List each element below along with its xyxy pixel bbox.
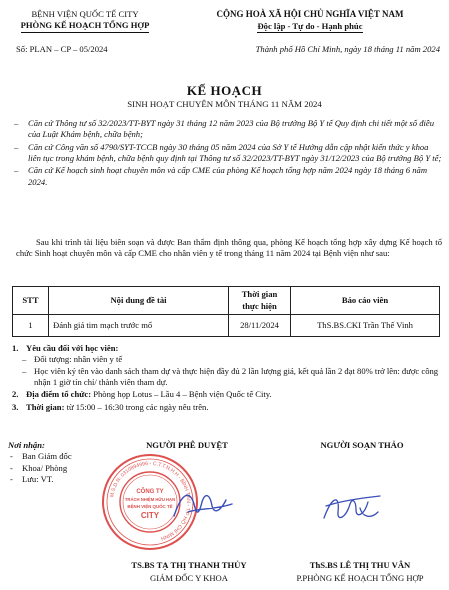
item-body bbox=[26, 402, 208, 413]
preparer-name: ThS.BS LÊ THỊ THU VÂN bbox=[309, 560, 411, 570]
recipient-text: Lưu: VT. bbox=[22, 474, 54, 485]
requirement-item bbox=[12, 389, 442, 400]
document-subtitle: SINH HOẠT CHUYÊN MÔN THÁNG 11 NĂM 2024 bbox=[127, 99, 322, 109]
col-header-time-line2: thực hiện bbox=[242, 300, 277, 311]
bullet-text: Học viên ký tên vào danh sách tham dự và thực hiện đầy đủ 2 lần lượng giá, kết quả lần 2 đạt 80% trở lên: được công nhận 1 giờ tín chỉ/ thành viên tham dự. bbox=[34, 365, 439, 388]
motto bbox=[176, 21, 444, 33]
national-motto bbox=[176, 9, 444, 33]
item-number: 3. bbox=[12, 401, 19, 412]
preparer-title: NGƯỜI SOẠN THẢO bbox=[320, 440, 404, 450]
table-header-row bbox=[13, 287, 440, 315]
item-number: 2. bbox=[12, 389, 19, 400]
bullet-text: Đối tượng: nhân viên y tế bbox=[34, 354, 123, 365]
dash-marker: – bbox=[14, 118, 19, 128]
approver-role: GIÁM ĐỐC Y KHOA bbox=[150, 573, 228, 583]
item-heading: Yêu cầu đối với học viên: bbox=[26, 343, 119, 353]
plan-table bbox=[12, 286, 440, 337]
requirement-bullet bbox=[12, 366, 442, 389]
basis-text: Căn cứ Thông tư số 32/2023/TT-BYT ngày 31 tháng 12 năm 2023 của Bộ trưởng Bộ Y tế Quy định chi tiết một số điều của Luật Khám bệnh, chữa bệnh; bbox=[28, 118, 434, 140]
requirement-item bbox=[12, 343, 442, 354]
document-title: KẾ HOẠCH bbox=[186, 83, 263, 98]
motto-text: Độc lập - Tự do - Hạnh phúc bbox=[257, 21, 362, 33]
recipient-text: Khoa/ Phòng bbox=[22, 462, 68, 473]
basis-text: Căn cứ Công văn số 4790/SYT-TCCB ngày 30 tháng 05 năm 2024 của Sở Y tế Hướng dẫn cập nhật kiến thức y khoa liên tục trong khám bệnh, chữa bệnh quy định tại Thông tư số 32/2023/TT-BYT ngày 31/12/2023 của Bộ trưởng Bộ Y tế; bbox=[28, 141, 442, 164]
stamp-line: BỆNH VIỆN QUỐC TẾ bbox=[127, 504, 173, 509]
approver-title: NGƯỜI PHÊ DUYỆT bbox=[146, 440, 228, 450]
cell-topic: Đánh giá tim mạch trước mổ bbox=[49, 315, 229, 337]
col-header-stt: STT bbox=[13, 287, 49, 315]
stamp-line: TRÁCH NHIỆM HỮU HẠN bbox=[124, 497, 176, 502]
table-row bbox=[13, 315, 440, 337]
basis-item bbox=[14, 118, 442, 141]
department-name-text: PHÒNG KẾ HOẠCH TỔNG HỢP bbox=[21, 20, 150, 32]
dash-marker: – bbox=[14, 141, 19, 152]
preparer-signature bbox=[316, 488, 386, 528]
approver-name: TS.BS TẠ THỊ THANH THỦY bbox=[131, 560, 247, 570]
issuing-organization bbox=[10, 9, 160, 33]
item-number: 1. bbox=[12, 343, 19, 353]
item-body bbox=[26, 389, 272, 400]
cell-stt: 1 bbox=[13, 315, 49, 337]
stamp-line: CITY bbox=[140, 511, 160, 520]
nation-name: CỘNG HOÀ XÃ HỘI CHỦ NGHĨA VIỆT NAM bbox=[216, 9, 404, 19]
hospital-name: BỆNH VIỆN QUỐC TẾ CITY bbox=[31, 9, 139, 19]
requirement-bullet bbox=[12, 354, 442, 365]
document-number: Số: PLAN – CP – 05/2024 bbox=[16, 44, 108, 54]
dash-marker: - bbox=[10, 451, 13, 462]
intro-paragraph: Sau khi trình tài liệu biên soạn và được Ban thẩm định thông qua, phòng Kế hoạch tổng hợp xây dựng Kế hoạch tổ chức Sinh hoạt chuyên môn và cấp CME cho nhân viên y tế trong tháng 11 năm 2024 tại Bệnh viện như sau: bbox=[16, 237, 442, 259]
basis-item bbox=[14, 142, 442, 165]
col-header-time-line1: Thời gian bbox=[241, 289, 278, 300]
dash-marker: - bbox=[10, 474, 13, 485]
stamp-line: CÔNG TY bbox=[136, 489, 164, 495]
dash-marker: – bbox=[14, 165, 19, 176]
department-name bbox=[10, 20, 160, 32]
basis-text: Căn cứ Kế hoạch sinh hoạt chuyên môn và cấp CME của phòng Kế hoạch tổng hợp năm 2024 ngày 18 tháng 6 năm 2024. bbox=[28, 165, 428, 187]
item-heading: Thời gian: bbox=[26, 401, 65, 412]
item-text: Phòng họp Lotus – Lầu 4 – Bệnh viện Quốc tế City. bbox=[91, 389, 272, 400]
basis-item bbox=[14, 165, 442, 188]
item-text: từ 15:00 – 16:30 trong các ngày nêu trên. bbox=[64, 401, 209, 412]
requirements-section bbox=[12, 342, 442, 413]
col-header-reporter: Báo cáo viên bbox=[291, 287, 440, 315]
place-date: Thành phố Hồ Chí Minh, ngày 18 tháng 11 năm 2024 bbox=[255, 44, 440, 54]
dash-marker: – bbox=[22, 354, 27, 365]
dash-marker: – bbox=[22, 365, 27, 376]
cell-reporter: ThS.BS.CKI Trần Thế Vinh bbox=[291, 315, 440, 337]
requirement-item bbox=[12, 402, 442, 413]
preparer-role: P.PHÒNG KẾ HOẠCH TỔNG HỢP bbox=[296, 573, 424, 583]
dash-marker: - bbox=[10, 462, 13, 473]
cell-time: 28/11/2024 bbox=[229, 315, 291, 337]
col-header-time bbox=[229, 287, 291, 315]
col-header-topic: Nội dung đề tài bbox=[49, 287, 229, 315]
recipients-heading: Nơi nhận: bbox=[8, 440, 45, 450]
approver-signature bbox=[168, 482, 238, 528]
legal-bases bbox=[14, 118, 442, 189]
recipient-text: Ban Giám đốc bbox=[22, 451, 72, 462]
stamp-ring-text: M.S.D.N: 0310894996 - C.T.T.N.H.H - BÌNH TÂN - T.P HỒ CHÍ MINH bbox=[109, 460, 192, 542]
item-heading: Địa điểm tổ chức: bbox=[26, 389, 92, 400]
